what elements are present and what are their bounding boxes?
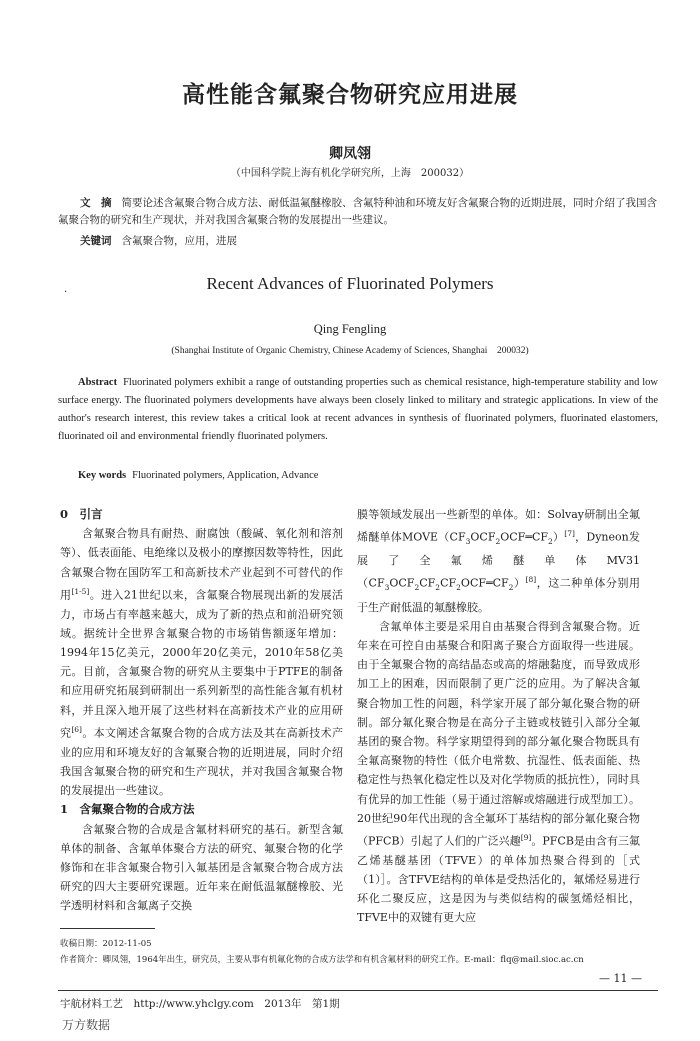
keywords-cn-text: 含氟聚合物，应用，进展 bbox=[121, 235, 237, 247]
section-0-heading: 0 引言 bbox=[60, 507, 103, 521]
author-name-en: Qing Fengling bbox=[313, 322, 387, 336]
section-0-paragraph bbox=[60, 524, 343, 800]
subscript: 2 bbox=[414, 583, 420, 593]
subscript: 3 bbox=[384, 583, 390, 593]
subscript: 2 bbox=[435, 583, 441, 593]
abstract-cn-label: 文 摘 bbox=[80, 197, 112, 209]
para-text: CF bbox=[419, 577, 436, 591]
footer-divider bbox=[58, 990, 658, 991]
paper-title-cn: 高性能含氟聚合物研究应用进展 bbox=[182, 81, 518, 108]
body-column-right bbox=[357, 505, 640, 928]
abstract-cn-text: 简要论述含氟聚合物合成方法、耐低温氟醚橡胶、含氟特种油和环境友好含氟聚合物的近期进展，同时介绍了我国含氟聚合物的研究和生产现状，并对我国含氟聚合物的发展提出一些建议。 bbox=[58, 197, 657, 226]
abstract-en-label: Abstract bbox=[78, 377, 118, 388]
section-1-paragraph: 含氟聚合物的合成是含氟材料研究的基石。新型含氟单体的制备、含氟单体聚合方法的研究、氟聚合物的化学修饰和在非含氟聚合物引入氟基团是含氟聚合物合成方法研究的四大主要研究课题。近年来在耐低温氟醚橡胶、光学透明材料和含氟离子交换 bbox=[60, 822, 343, 913]
subscript: 2 bbox=[548, 537, 553, 547]
footnote-received: 收稿日期：2012-11-05 bbox=[60, 939, 152, 949]
watermark-text: 万方数据 bbox=[62, 1018, 111, 1032]
subscript: 2 bbox=[508, 583, 514, 593]
para-text: 含氟单体主要是采用自由基聚合得到含氟聚合物。近年来在可控自由基聚合和阳离子聚合方面取得一些进展。由于全氟聚合物的高结晶态或高的熔融黏度，而导致成形加工上的困难，因而限制了更广泛的应用。为了解决含氟聚合物加工性的问题，科学家开展了部分氟化聚合物的研制。部分氟化聚合物是在高分子主链或枝链引入部分全氟基团的聚合物。科学家期望得到的部分氟化聚合物既具有全氟高聚物的特性（低介电常数、抗湿性、低表面能、热稳定性与热氧化稳定性以及对化学物质的抵抗性），同时具有优异的加工性能（易于通过溶解或熔融进行成型加工）。20世纪90年代出现的含全氟环丁基结构的部分氟化聚合物（PFCB）引起了人们的广泛兴趣 bbox=[357, 619, 640, 848]
para-text: OCF═CF bbox=[500, 530, 548, 544]
paper-title-en: Recent Advances of Fluorinated Polymers bbox=[206, 274, 494, 293]
para-text: OCF═CF bbox=[460, 577, 509, 591]
citation: [7] bbox=[564, 529, 575, 539]
para-text: 含氟聚合物具有耐热、耐腐蚀（酸碱、氧化剂和溶剂等）、低表面能、电绝缘以及极小的摩擦因数等特性，因此含氟聚合物在国防军工和高新技术产业起到不可替代的作用 bbox=[60, 527, 343, 602]
abstract-en-text: Fluorinated polymers exhibit a range of outstanding properties such as chemical resistance, high-temperature stability and low surface energy. The fluorinated polymers developments have always been closely linked to military and strategic applications. In view of the author's research interest, this review takes a critical look at recent advances in synthesis of fluorinated polymers, fluorinated elastomers, fluorinated oil and environmental friendly fluorinated polymers. bbox=[58, 377, 658, 442]
para-text: ） bbox=[513, 577, 526, 591]
footnote-author-bio: 作者简介：卿凤翎，1964年出生，研究员，主要从事有机氟化物的合成方法学和有机含氟材料的研究工作。E-mail：flq@mail.sioc.ac.cn bbox=[60, 955, 584, 965]
para-text: 。进入21世纪以来，含氟聚合物展现出新的发展活力，市场占有率越来越大，成为了新的热点和前沿研究领域。据统计全世界含氟聚合物的市场销售额逐年增加：1994年15亿美元，2000年20亿美元，2010年58亿美元。目前，含氟聚合物的研究从主要集中于PTFE的制备和应用研究拓展到研制出一系列新型的高性能含氟有机材料，并且深入地开展了这些材料在高新技术产业的应用研究 bbox=[60, 588, 344, 740]
citation: [9] bbox=[520, 832, 532, 842]
affiliation-cn: （中国科学院上海有机化学研究所，上海 200032） bbox=[230, 168, 470, 179]
keywords-en-text: Fluorinated polymers, Application, Advance bbox=[132, 470, 319, 481]
citation: [1-5] bbox=[71, 586, 90, 596]
abstract-en bbox=[58, 374, 658, 446]
para-text: 。本文阐述含氟聚合物的合成方法及其在高新技术产业的应用和环境友好的含氟聚合物的近期进展，同时介绍我国含氟聚合物的研究和生产现状，并对我国含氟聚合物的发展提出一些建议。 bbox=[60, 726, 344, 798]
body-column-left bbox=[60, 505, 343, 916]
para-text: ，这二种单体分别用于生产耐低温的氟醚橡胶。 bbox=[357, 577, 640, 614]
author-name-cn: 卿凤翎 bbox=[329, 146, 371, 162]
citation: [6] bbox=[71, 724, 82, 734]
keywords-cn bbox=[80, 233, 237, 248]
keywords-en-label: Key words bbox=[78, 470, 127, 481]
footnote-divider bbox=[60, 928, 155, 929]
para-text: ） bbox=[552, 530, 565, 544]
subscript: 2 bbox=[495, 537, 501, 547]
abstract-cn bbox=[58, 195, 658, 229]
section-1-paragraph-cont bbox=[357, 505, 640, 617]
section-1-heading: 1 含氟聚合物的合成方法 bbox=[60, 802, 195, 817]
keywords-cn-label: 关键词 bbox=[80, 235, 112, 247]
para-text: 膜等领域发展出一些新型的单体。如：Solvay研制出全氟烯醚单体MOVE（CF bbox=[357, 508, 640, 544]
para-text: CF bbox=[440, 577, 457, 591]
dot-mark: · bbox=[64, 287, 68, 298]
subscript: 2 bbox=[456, 583, 461, 593]
citation: [8] bbox=[525, 575, 537, 585]
para-text: 。PFCB是由含有三氟乙烯基醚基团（TFVE）的单体加热聚合得到的［式（1）］。含TFVE结构的单体是受热活化的，氟烯烃易进行环化二聚反应，这是因为与类似结构的碳氢烯烃相比，TFVE中的双键有更大应 bbox=[357, 834, 640, 925]
page-number: — 11 — bbox=[599, 972, 642, 985]
section-1-paragraph-2 bbox=[357, 617, 640, 928]
affiliation-en: (Shanghai Institute of Organic Chemistry, Chinese Academy of Sciences, Shanghai 200032) bbox=[171, 346, 529, 356]
journal-footer: 宇航材料工艺 http://www.yhclgy.com 2013年 第1期 bbox=[60, 998, 340, 1010]
subscript: 3 bbox=[465, 537, 471, 547]
keywords-en bbox=[78, 470, 318, 481]
para-text: OCF bbox=[470, 530, 496, 544]
para-text: ，Dyneon发展了全氟烯醚单体MV31（CF bbox=[357, 530, 640, 591]
para-text: OCF bbox=[389, 577, 415, 591]
